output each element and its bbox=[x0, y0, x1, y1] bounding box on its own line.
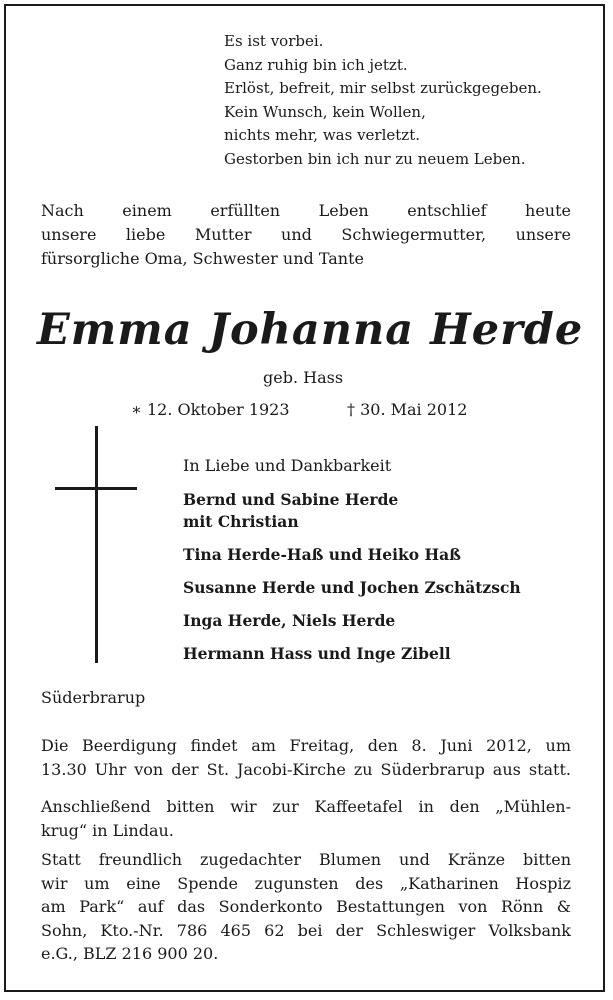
donation-line: am Park“ auf das Sonderkonto Bestattungen von Rönn & bbox=[41, 897, 571, 916]
donation-paragraph bbox=[41, 848, 571, 966]
birth-date: ∗ 12. Oktober 1923 bbox=[131, 400, 290, 419]
intro-text bbox=[41, 199, 571, 271]
reception-line: Anschließend bitten wir zur Kaffeetafel in den „Mühlen- bbox=[41, 797, 571, 816]
donation-line: e.G., BLZ 216 900 20. bbox=[41, 944, 219, 963]
death-date: † 30. Mai 2012 bbox=[347, 400, 468, 419]
mourner-group bbox=[183, 643, 593, 665]
deceased-name: Emma Johanna Herde bbox=[37, 305, 584, 355]
poem-line: Kein Wunsch, kein Wollen, bbox=[224, 102, 426, 121]
poem-line: Erlöst, befreit, mir selbst zurückgegeben. bbox=[224, 79, 542, 98]
reception-paragraph bbox=[41, 795, 571, 842]
mourner-line: mit Christian bbox=[183, 512, 299, 531]
poem-line: nichts mehr, was verletzt. bbox=[224, 126, 421, 145]
mourner-group bbox=[183, 610, 593, 632]
mourners-list bbox=[183, 454, 593, 676]
place-name: Süderbrarup bbox=[41, 688, 146, 707]
funeral-paragraph bbox=[41, 734, 571, 781]
mourners-lead: In Liebe und Dankbarkeit bbox=[183, 456, 392, 475]
poem bbox=[224, 30, 584, 172]
poem-line: Gestorben bin ich nur zu neuem Leben. bbox=[224, 149, 526, 168]
funeral-line: 13.30 Uhr von der St. Jacobi-Kirche zu Süderbrarup aus statt. bbox=[41, 759, 571, 779]
cross-icon-horizontal bbox=[55, 487, 137, 490]
mourner-group bbox=[183, 544, 593, 566]
donation-line: Statt freundlich zugedachter Blumen und Kränze bitten bbox=[41, 850, 571, 869]
intro-line: fürsorgliche Oma, Schwester und Tante bbox=[41, 249, 365, 268]
mourner-line: Bernd und Sabine Herde bbox=[183, 490, 399, 509]
reception-line: krug“ in Lindau. bbox=[41, 820, 174, 840]
mourner-line: Inga Herde, Niels Herde bbox=[183, 611, 396, 630]
mourner-group bbox=[183, 577, 593, 599]
poem-line: Ganz ruhig bin ich jetzt. bbox=[224, 55, 408, 74]
mourner-line: Tina Herde-Haß und Heiko Haß bbox=[183, 545, 461, 564]
intro-line: unsere liebe Mutter und Schwiegermutter, unsere bbox=[41, 225, 571, 244]
mourner-group bbox=[183, 489, 593, 533]
mourner-line: Hermann Hass und Inge Zibell bbox=[183, 644, 451, 663]
funeral-line: Die Beerdigung findet am Freitag, den 8. Juni 2012, um bbox=[41, 736, 571, 755]
poem-line: Es ist vorbei. bbox=[224, 32, 324, 50]
donation-line: wir um eine Spende zugunsten des „Katharinen Hospiz bbox=[41, 873, 571, 893]
maiden-name: geb. Hass bbox=[263, 368, 344, 387]
mourner-line: Susanne Herde und Jochen Zschätzsch bbox=[183, 578, 521, 597]
intro-line: Nach einem erfüllten Leben entschlief heute bbox=[41, 201, 571, 220]
cross-icon-vertical bbox=[95, 426, 98, 663]
donation-line: Sohn, Kto.-Nr. 786 465 62 bei der Schleswiger Volksbank bbox=[41, 920, 571, 940]
